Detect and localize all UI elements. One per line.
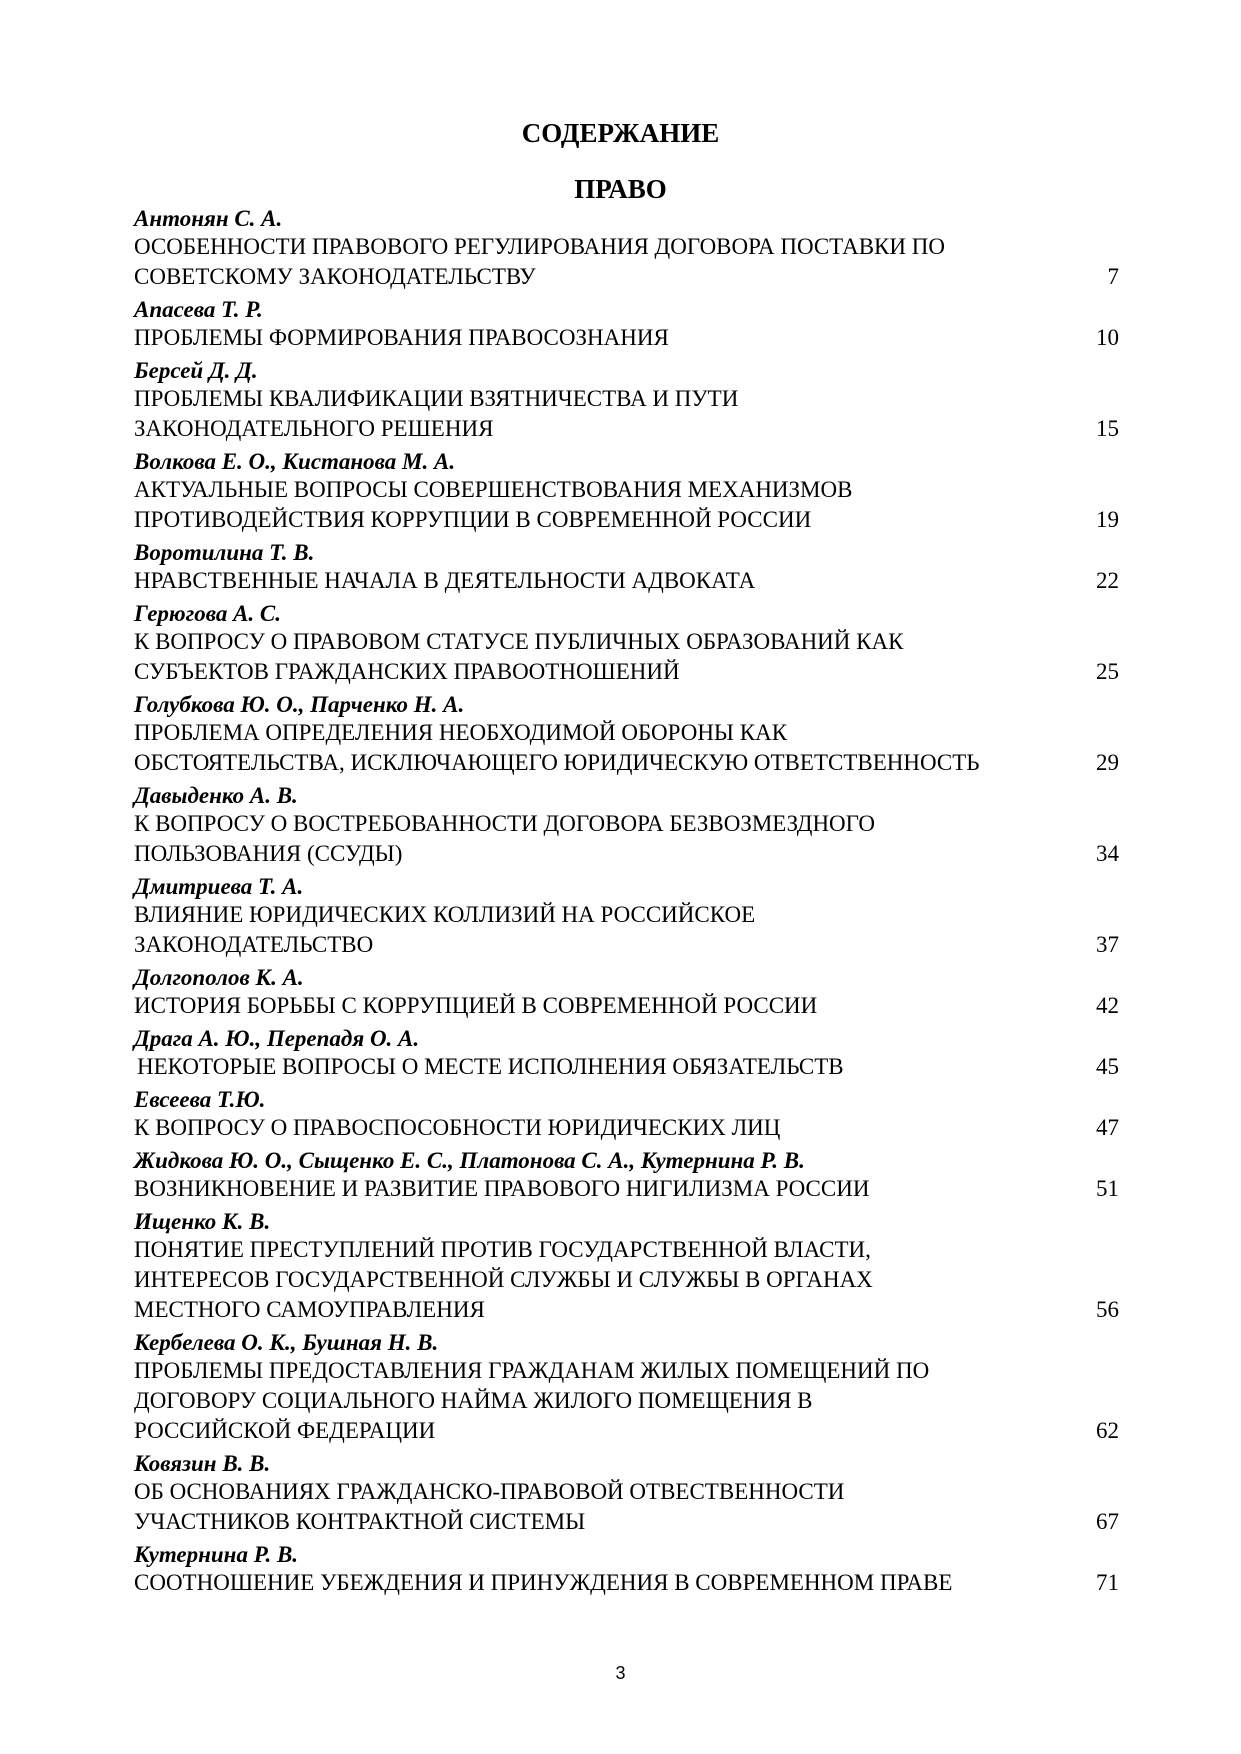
toc-entry [134, 539, 1119, 596]
toc-entry [134, 296, 1119, 353]
toc-entry-author: Драга А. Ю., Перепадя О. А. [134, 1026, 420, 1051]
page-title: СОДЕРЖАНИЕ [521, 118, 720, 148]
toc-entry-title-line: АКТУАЛЬНЫЕ ВОПРОСЫ СОВЕРШЕНСТВОВАНИЯ МЕХАНИЗМОВ [134, 477, 853, 502]
toc-entry-title-line: ПРОБЛЕМА ОПРЕДЕЛЕНИЯ НЕОБХОДИМОЙ ОБОРОНЫ КАК [134, 720, 788, 745]
toc-entry-page-number: 22 [1096, 568, 1119, 593]
toc-entry-author: Апасева Т. Р. [134, 297, 263, 322]
toc-entry-title-line: МЕСТНОГО САМОУПРАВЛЕНИЯ [134, 1297, 485, 1322]
toc-entry-author: Воротилина Т. В. [134, 540, 315, 565]
toc-entry [134, 1541, 1119, 1598]
toc-entry-title-line: РОССИЙСКОЙ ФЕДЕРАЦИИ [134, 1418, 436, 1443]
toc-entry-title-line: К ВОПРОСУ О ПРАВОСПОСОБНОСТИ ЮРИДИЧЕСКИХ ЛИЦ [134, 1115, 781, 1140]
toc-entry-title-line: НЕКОТОРЫЕ ВОПРОСЫ О МЕСТЕ ИСПОЛНЕНИЯ ОБЯЗАТЕЛЬСТВ [137, 1054, 844, 1079]
toc-entry [134, 873, 1119, 960]
toc-entry-author: Ковязин В. В. [134, 1451, 271, 1476]
toc-entry-page-number: 51 [1096, 1176, 1119, 1201]
toc-entry-page-number: 7 [1107, 264, 1119, 289]
section-title: ПРАВО [574, 174, 667, 204]
toc-entry [134, 1086, 1119, 1143]
toc-entry-author: Дмитриева Т. А. [134, 874, 304, 899]
toc-entry-author: Евсеева Т.Ю. [134, 1087, 266, 1112]
toc-entry-title-line: ОБ ОСНОВАНИЯХ ГРАЖДАНСКО-ПРАВОВОЙ ОТВЕСТВЕННОСТИ [134, 1479, 845, 1504]
toc-entry-author: Давыденко А. В. [134, 783, 298, 808]
toc-entry-title-line: ИСТОРИЯ БОРЬБЫ С КОРРУПЦИЕЙ В СОВРЕМЕННОЙ РОССИИ [134, 993, 818, 1018]
toc-entry-title-line: ОСОБЕННОСТИ ПРАВОВОГО РЕГУЛИРОВАНИЯ ДОГОВОРА ПОСТАВКИ ПО [134, 234, 945, 259]
toc-entry-author: Голубкова Ю. О., Парченко Н. А. [134, 692, 465, 717]
toc-entry [134, 1208, 1119, 1325]
toc-entry [134, 691, 1119, 778]
toc-entry-title-line: ВЛИЯНИЕ ЮРИДИЧЕСКИХ КОЛЛИЗИЙ НА РОССИЙСКОЕ [134, 902, 756, 927]
toc-entry-author: Антонян С. А. [134, 206, 283, 231]
toc-entry-title-line: УЧАСТНИКОВ КОНТРАКТНОЙ СИСТЕМЫ [134, 1509, 586, 1534]
toc-entry [134, 1147, 1119, 1204]
page-number: 3 [615, 1663, 626, 1683]
toc-entry-author: Кербелева О. К., Бушная Н. В. [134, 1330, 439, 1355]
toc-entry-author: Ищенко К. В. [134, 1209, 271, 1234]
toc-entry-page-number: 62 [1096, 1418, 1119, 1443]
toc-entry-page-number: 10 [1096, 325, 1119, 350]
toc-entry-title-line: СУБЪЕКТОВ ГРАЖДАНСКИХ ПРАВООТНОШЕНИЙ [134, 659, 680, 684]
toc-entry-title-line: ПРОБЛЕМЫ ФОРМИРОВАНИЯ ПРАВОСОЗНАНИЯ [134, 325, 669, 350]
toc-entry-title-line: ЗАКОНОДАТЕЛЬСТВО [134, 932, 374, 957]
toc-entry-page-number: 67 [1096, 1509, 1119, 1534]
toc-entry [134, 1450, 1119, 1537]
toc-entry-title-line: ИНТЕРЕСОВ ГОСУДАРСТВЕННОЙ СЛУЖБЫ И СЛУЖБЫ В ОРГАНАХ [134, 1267, 873, 1292]
toc-entry-title-line: ВОЗНИКНОВЕНИЕ И РАЗВИТИЕ ПРАВОВОГО НИГИЛИЗМА РОССИИ [134, 1176, 870, 1201]
toc-entry [134, 357, 1119, 444]
toc-entry-author: Герюгова А. С. [134, 601, 281, 626]
toc-entry-page-number: 42 [1096, 993, 1119, 1018]
toc-entry-page-number: 15 [1096, 416, 1119, 441]
toc-entry-title-line: НРАВСТВЕННЫЕ НАЧАЛА В ДЕЯТЕЛЬНОСТИ АДВОКАТА [134, 568, 756, 593]
toc-entry-page-number: 29 [1096, 750, 1119, 775]
toc-entry-page-number: 37 [1096, 932, 1119, 957]
toc-entry-title-line: ДОГОВОРУ СОЦИАЛЬНОГО НАЙМА ЖИЛОГО ПОМЕЩЕНИЯ В [134, 1388, 813, 1413]
toc-entry [134, 1025, 1119, 1082]
toc-entry-author: Волкова Е. О., Кистанова М. А. [134, 449, 456, 474]
table-of-contents [134, 205, 1119, 1602]
toc-entry-page-number: 56 [1096, 1297, 1119, 1322]
toc-entry-title-line: ПРОБЛЕМЫ КВАЛИФИКАЦИИ ВЗЯТНИЧЕСТВА И ПУТИ [134, 386, 739, 411]
toc-entry-page-number: 45 [1096, 1054, 1119, 1079]
toc-entry-page-number: 25 [1096, 659, 1119, 684]
toc-entry-author: Долгополов К. А. [134, 965, 304, 990]
toc-entry [134, 782, 1119, 869]
toc-entry-page-number: 19 [1096, 507, 1119, 532]
toc-entry-page-number: 34 [1096, 841, 1119, 866]
toc-entry-title-line: ПРОБЛЕМЫ ПРЕДОСТАВЛЕНИЯ ГРАЖДАНАМ ЖИЛЫХ ПОМЕЩЕНИЙ ПО [134, 1358, 930, 1383]
toc-entry-author: Жидкова Ю. О., Сыщенко Е. С., Платонова С. А., Кутернина Р. В. [134, 1148, 805, 1173]
toc-entry-title-line: СООТНОШЕНИЕ УБЕЖДЕНИЯ И ПРИНУЖДЕНИЯ В СОВРЕМЕННОМ ПРАВЕ [134, 1570, 953, 1595]
toc-entry-title-line: СОВЕТСКОМУ ЗАКОНОДАТЕЛЬСТВУ [134, 264, 536, 289]
toc-entry-author: Кутернина Р. В. [134, 1542, 299, 1567]
toc-entry [134, 964, 1119, 1021]
toc-entry-title-line: К ВОПРОСУ О ВОСТРЕБОВАННОСТИ ДОГОВОРА БЕЗВОЗМЕЗДНОГО [134, 811, 875, 836]
toc-entry-title-line: ПРОТИВОДЕЙСТВИЯ КОРРУПЦИИ В СОВРЕМЕННОЙ РОССИИ [134, 507, 812, 532]
toc-entry [134, 600, 1119, 687]
toc-entry-author: Берсей Д. Д. [134, 358, 258, 383]
toc-entry [134, 1329, 1119, 1446]
toc-entry-title-line: ПОНЯТИЕ ПРЕСТУПЛЕНИЙ ПРОТИВ ГОСУДАРСТВЕННОЙ ВЛАСТИ, [134, 1237, 871, 1262]
toc-entry-page-number: 71 [1096, 1570, 1119, 1595]
toc-entry-page-number: 47 [1096, 1115, 1119, 1140]
toc-entry [134, 448, 1119, 535]
toc-entry-title-line: ПОЛЬЗОВАНИЯ (ССУДЫ) [134, 841, 403, 866]
toc-entry-title-line: ЗАКОНОДАТЕЛЬНОГО РЕШЕНИЯ [134, 416, 494, 441]
toc-entry-title-line: К ВОПРОСУ О ПРАВОВОМ СТАТУСЕ ПУБЛИЧНЫХ ОБРАЗОВАНИЙ КАК [134, 629, 904, 654]
toc-entry-title-line: ОБСТОЯТЕЛЬСТВА, ИСКЛЮЧАЮЩЕГО ЮРИДИЧЕСКУЮ ОТВЕТСТВЕННОСТЬ [134, 750, 980, 775]
toc-entry [134, 205, 1119, 292]
